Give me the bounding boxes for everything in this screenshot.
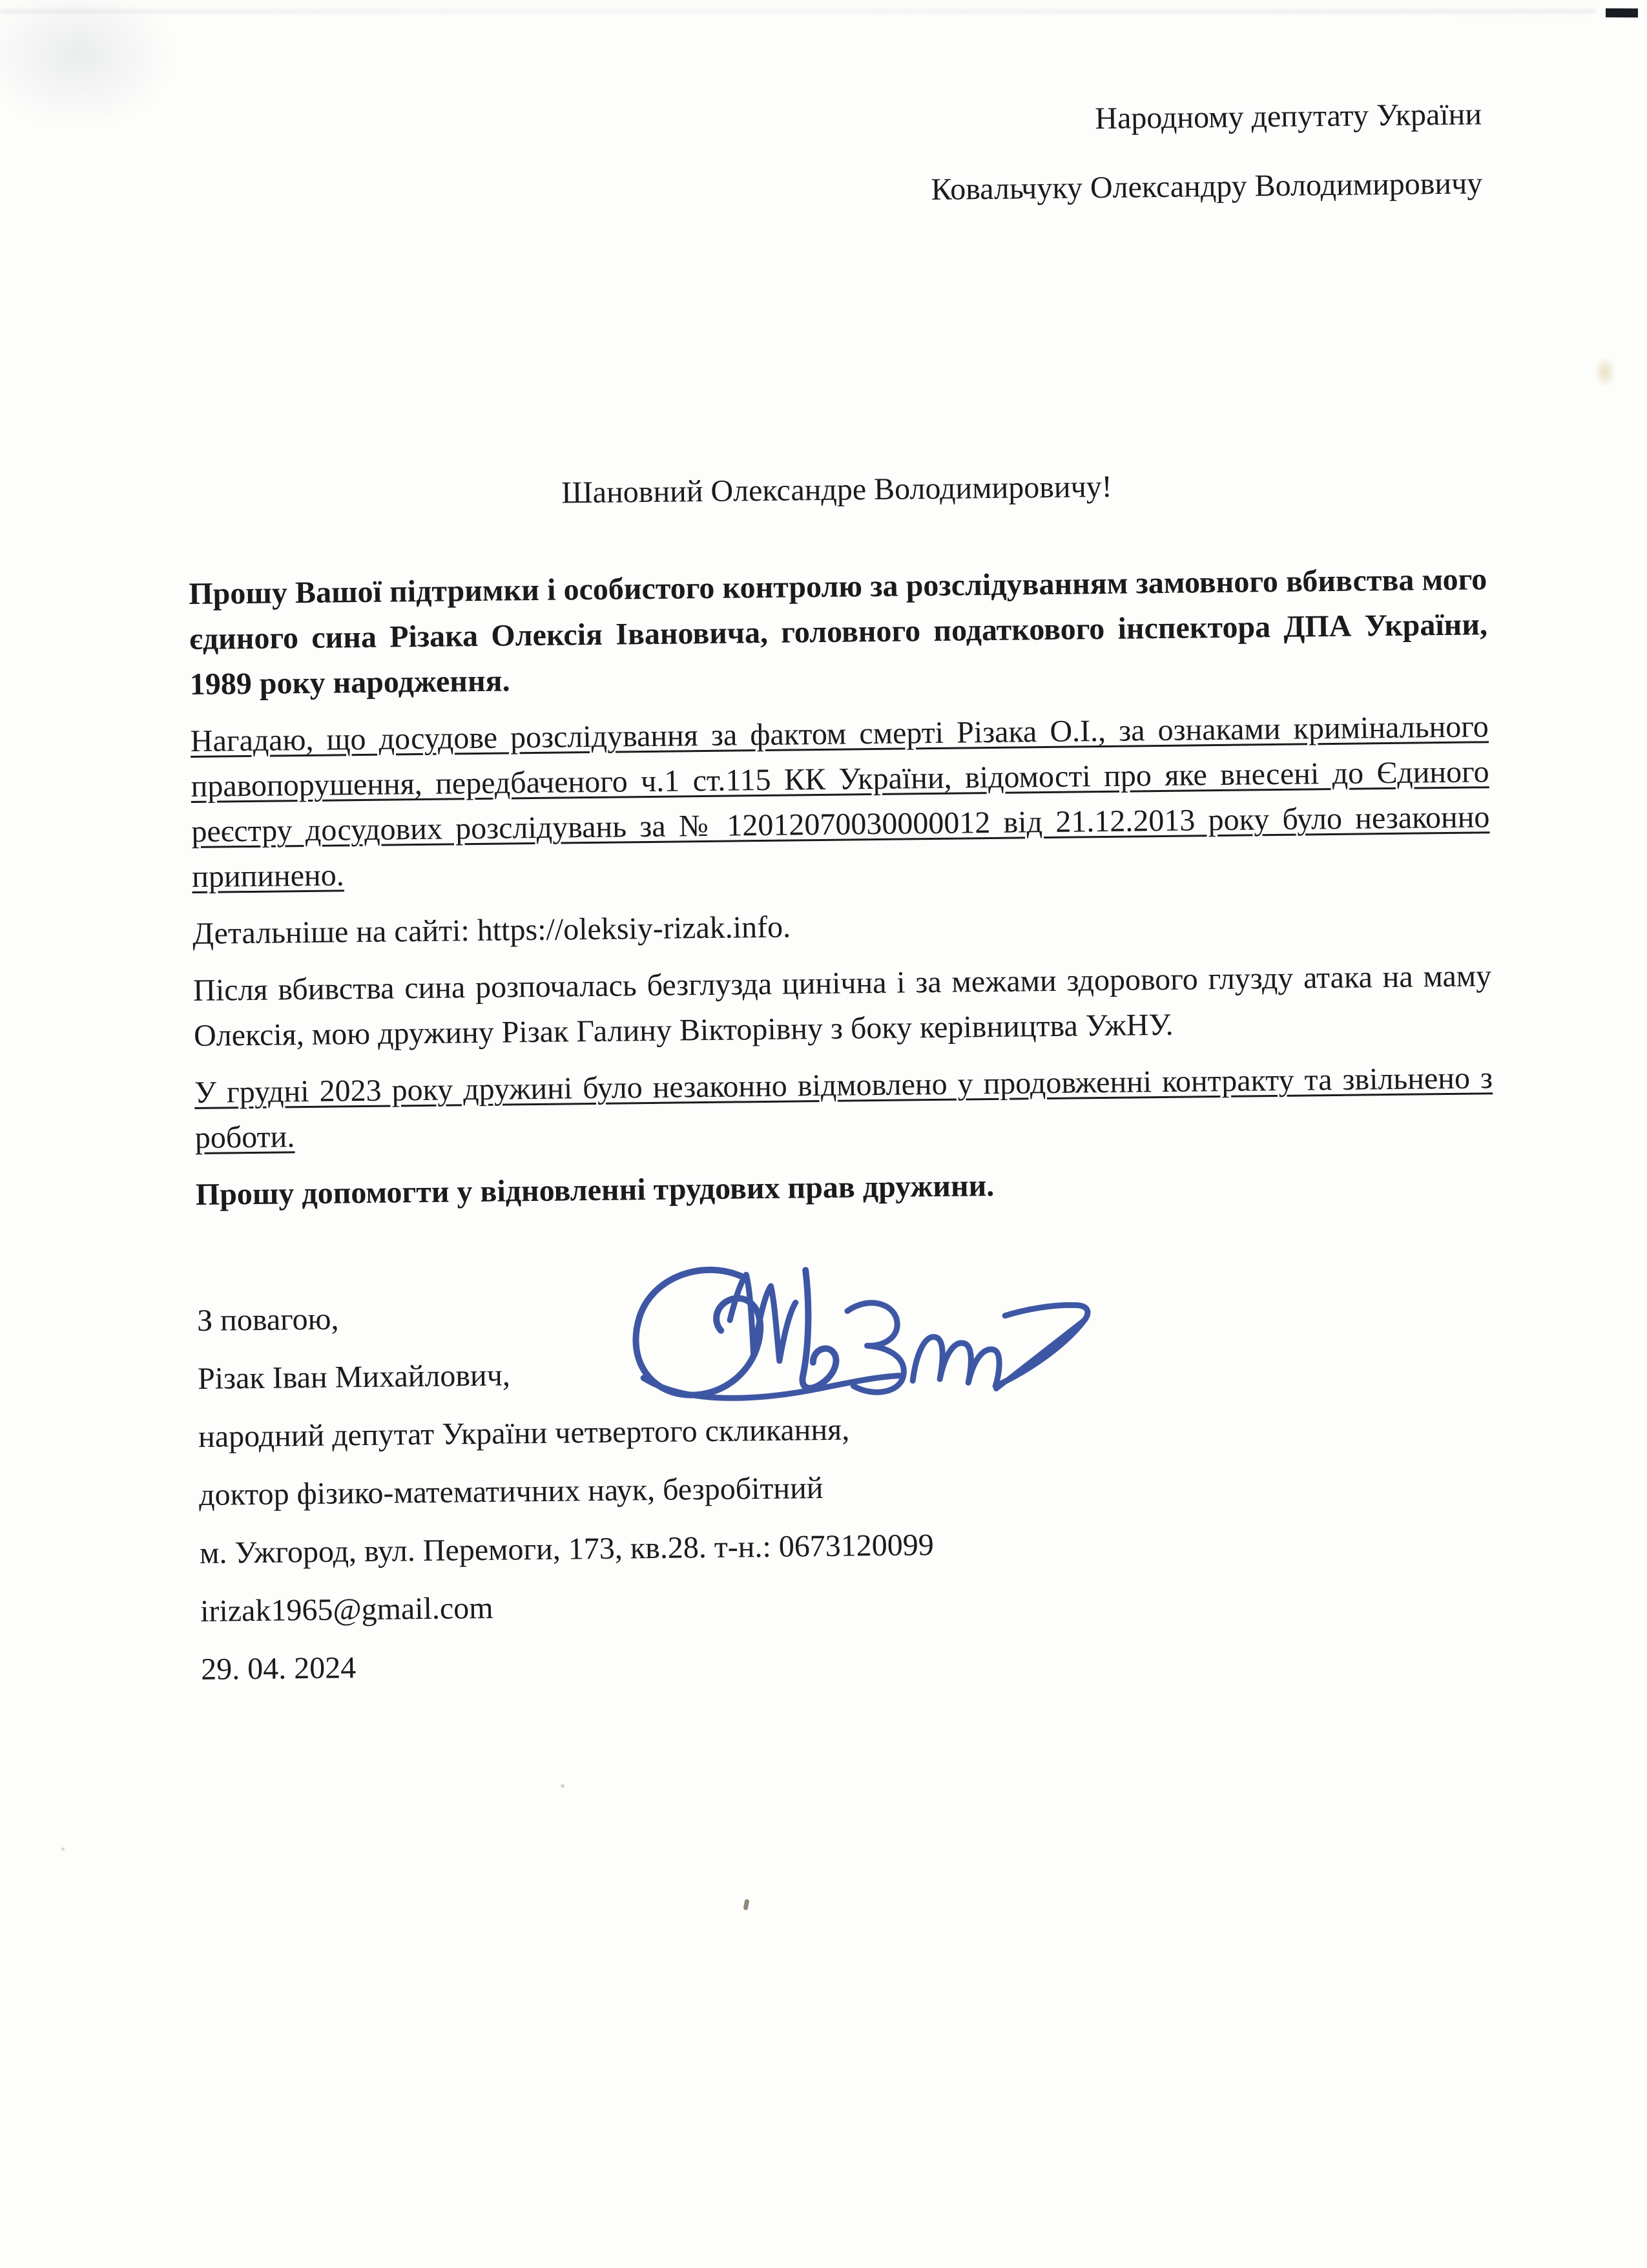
sender-degree: доктор фізико-математичних наук, безробітний (198, 1470, 824, 1512)
sender-email: irizak1965@gmail.com (200, 1590, 493, 1628)
closing-regards: З повагою, (196, 1302, 339, 1338)
recipient-line-2: Ковальчуку Олександру Володимировичу (931, 166, 1483, 207)
paragraph-request-help: Прошу допомогти у відновленні трудових прав дружини. (195, 1168, 995, 1212)
paragraph-website: Детальніше на сайті: https://oleksiy-rizak.info. (192, 910, 791, 952)
paragraph-case-details: Нагадаю, що досудове розслідування за фактом смерті Різака О.І., за ознаками кримінального правопорушення, передбаченого ч.1 ст.115 КК України, відомості про яке внесені до Єдиного реєстру досудових розслідувань за № 12012070030000012 від 21.12.2013 року було незаконно припинено. (190, 709, 1490, 895)
handwritten-signature-image (606, 1246, 1112, 1413)
paragraph-contract-termination: У грудні 2023 року дружині було незаконно відмовлено у продовженні контракту та звільнено з роботи. (194, 1061, 1493, 1155)
letter-date: 29. 04. 2024 (200, 1650, 357, 1687)
recipient-block (183, 92, 1483, 221)
sender-address-phone: м. Ужгород, вул. Перемоги, 173, кв.28. т-н.: 0673120099 (199, 1528, 935, 1570)
salutation: Шановний Олександре Володимировичу! (561, 469, 1112, 510)
recipient-line-1: Народному депутату України (1095, 97, 1482, 136)
paragraph-request-investigation: Прошу Вашої підтримки і особистого контролю за розслідуванням замовного вбивства мого єдиного сина Різака Олексія Івановича, головного податкового інспектора ДПА України, 1989 року народження. (188, 562, 1488, 702)
paragraph-attack-on-wife: Після вбивства сина розпочалась безглузда цинічна і за межами здорового глузду атака на маму Олексія, мою дружину Різак Галину Вікторівну з боку керівництва УжНУ. (192, 959, 1492, 1053)
sender-name: Різак Іван Михайлович, (197, 1358, 511, 1396)
sender-title: народний депутат України четвертого скликання, (198, 1412, 850, 1454)
